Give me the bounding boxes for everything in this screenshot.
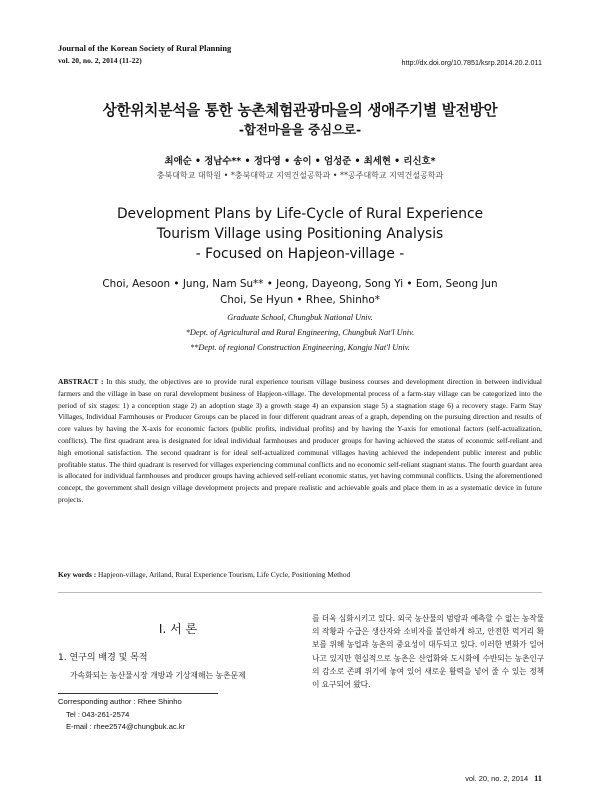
journal-volume: vol. 20, no. 2, 2014 (11-22) (58, 56, 142, 65)
keywords (58, 570, 350, 579)
korean-subtitle: -합전마을을 중심으로- (238, 122, 362, 137)
section-divider (58, 592, 542, 593)
journal-name: Journal of the Korean Society of Rural Planning (58, 44, 232, 53)
affiliation-graduate: Graduate School, Chungbuk National Univ. (227, 313, 373, 322)
footnote-divider (58, 693, 218, 694)
keywords-label: Key words : (58, 570, 97, 579)
page-footer (465, 774, 542, 783)
intro-paragraph-start: 가속화되는 농산물시장 개방과 기상재해는 농촌문제 (70, 671, 246, 680)
korean-authors: 최애순 • 정남수** • 정다영 • 송이 • 엄성준 • 최세현 • 리신호* (164, 156, 436, 167)
english-title-line1: Development Plans by Life-Cycle of Rural Experience (116, 206, 484, 222)
korean-title: 상한위치분석을 통한 농촌체험관광마을의 생애주기별 발전방안 (102, 102, 498, 119)
affiliation-kongju: **Dept. of regional Construction Engineering, Kongju Nat'l Univ. (190, 343, 410, 352)
abstract-text: In this study, the objectives are to provide rural experience tourism village business courses and development direction in between individual farmers and the village in base on rural development business of Hapjeon-village. The developmental process of a farm-stay village can be categorized into the period of six stages: 1) a conception stage 2) an adoption stage 3) a growth stage 4) an expansion stage 5) a stagnation stage 6) a recovery stage. Farm Stay Villages, Individual Farmhouses or Producer Groups can be placed in four different quadrant areas of a graph, depending on the pursuing direction and results of core values by having the X-axis for economic factors (public profits, individual profits) and by having the Y-axis for emotional factors (self-actualization, conflicts). The first quadrant area is designated for ideal individual farmhouses and producer groups for having achieved the status of economic self-reliant and high emotional satisfaction. The second quadrant is for ideal self-actualized communal villages having achieved the independent public interest and public profitable status. The third quadrant is reserved for villages experiencing communal conflicts and no economic self-reliant stagnant status. The fourth guardant area is allocated for individual farmhouses and producer groups having achieved self-reliant economic status, yet having communal conflicts. Using the aforementioned concept, the government shall design village development projects and prepare realistic and achievable goals and place them in as a systematic device in future projects. (58, 377, 542, 504)
corresponding-email[interactable]: E-mail : rhee2574@chungbuk.ac.kr (66, 722, 186, 731)
english-authors-line2: Choi, Se Hyun • Rhee, Shinho* (220, 294, 380, 306)
page-number: 11 (534, 774, 542, 783)
english-title-line2: Tourism Village using Positioning Analysis (156, 226, 444, 242)
footer-issue: vol. 20, no. 2, 2014 (465, 774, 529, 783)
keywords-text: Hapjeon-village, Ariland, Rural Experience Tourism, Life Cycle, Positioning Method (98, 570, 351, 579)
abstract-label: ABSTRACT : (58, 377, 104, 386)
corresponding-author: Corresponding author : Rhee Shinho (58, 697, 182, 706)
korean-affiliations: 충북대학교 대학원 • *충북대학교 지역건설공학과 • **공주대학교 지역건설공학과 (156, 171, 444, 180)
intro-paragraph-continued: 를 더욱 심화시키고 있다. 외국 농산물의 범람과 예측할 수 없는 농작물의 작황과 수급은 생산자와 소비자를 불안하게 하고, 안전한 먹거리 확보를 위해 농업과 농촌의 중요성이 대두되고 있다. 이러한 변화가 일어나고 있지만 현실적으로 농촌은 산업화와 도시화에 수반되는 농촌인구의 감소로 존폐 위기에 놓여 있어 새로운 활력을 넣어 줄 수 있는 정책이 요구되어 왔다. (312, 614, 544, 690)
doi-link[interactable]: http://dx.doi.org/10.7851/ksrp.2014.20.2.011 (401, 58, 542, 67)
english-authors-line1: Choi, Aesoon • Jung, Nam Su** • Jeong, Dayeong, Song Yi • Eom, Seong Jun (102, 278, 498, 290)
affiliation-chungbuk: *Dept. of Agricultural and Rural Engineering, Chungbuk Nat'l Univ. (185, 328, 415, 337)
abstract (58, 376, 542, 506)
subsection-heading-background: 1. 연구의 배경 및 목적 (58, 653, 148, 663)
corresponding-tel: Tel : 043-261-2574 (66, 710, 130, 719)
english-subtitle: - Focused on Hapjeon-village - (195, 246, 405, 262)
section-heading-introduction: I. 서 론 (158, 622, 198, 636)
